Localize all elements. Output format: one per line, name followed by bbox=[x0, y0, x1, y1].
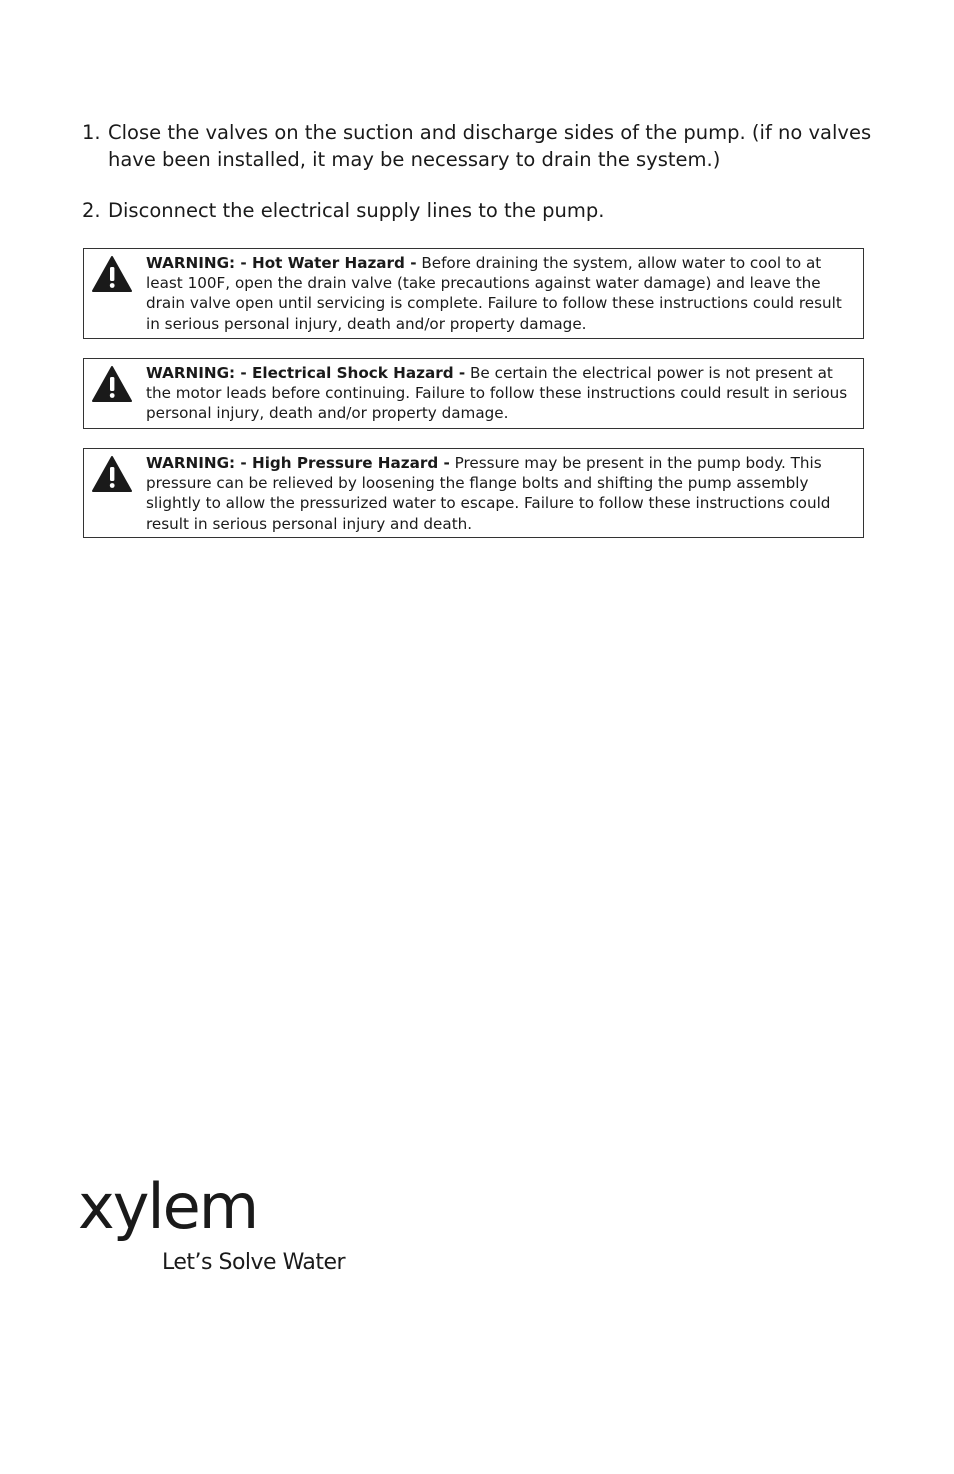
warning-triangle-icon bbox=[91, 455, 133, 493]
warning-text bbox=[146, 364, 847, 422]
warning-triangle-icon bbox=[91, 255, 133, 293]
logo-wordmark: xylem bbox=[78, 1170, 258, 1243]
step-text: Close the valves on the suction and discharge sides of the pump. (if no valves have been installed, it may be necessary to drain the system.) bbox=[108, 121, 872, 171]
warning-body: Before draining the system, allow water to cool to at least 100F, open the drain valve (take precautions against water damage) and leave the drain valve open until servicing is complete. Failure to follow these instructions could result in serious personal injury, death and/or property damage. bbox=[146, 254, 842, 333]
step-text: Disconnect the electrical supply lines to the pump. bbox=[108, 199, 605, 222]
warning-heading: WARNING: - Hot Water Hazard - bbox=[146, 254, 417, 272]
step-2 bbox=[82, 197, 882, 224]
warning-heading: WARNING: - Electrical Shock Hazard - bbox=[146, 364, 466, 382]
warning-triangle-icon bbox=[91, 365, 133, 403]
step-1 bbox=[82, 119, 882, 173]
high-pressure-warning-box bbox=[83, 448, 864, 538]
electrical-shock-warning-box bbox=[83, 358, 864, 429]
logo-tagline: Let’s Solve Water bbox=[162, 1250, 346, 1275]
warning-body: Be certain the electrical power is not present at the motor leads before continuing. Failure to follow these instructions could result in serious personal injury, death and/or property damage. bbox=[146, 364, 848, 423]
step-number: 2. bbox=[82, 199, 101, 222]
hot-water-warning-box bbox=[83, 248, 864, 339]
instruction-steps bbox=[82, 119, 882, 248]
warning-text bbox=[146, 254, 842, 333]
warning-heading: WARNING: - High Pressure Hazard - bbox=[146, 454, 450, 472]
warning-body: Pressure may be present in the pump body. This pressure can be relieved by loosening the flange bolts and shifting the pump assembly slightly to allow the pressurized water to escape. Failure to follow these instructions could result in serious personal injury and death. bbox=[146, 454, 831, 533]
xylem-logo bbox=[78, 1168, 358, 1278]
step-number: 1. bbox=[82, 121, 101, 144]
warning-text bbox=[146, 454, 830, 533]
